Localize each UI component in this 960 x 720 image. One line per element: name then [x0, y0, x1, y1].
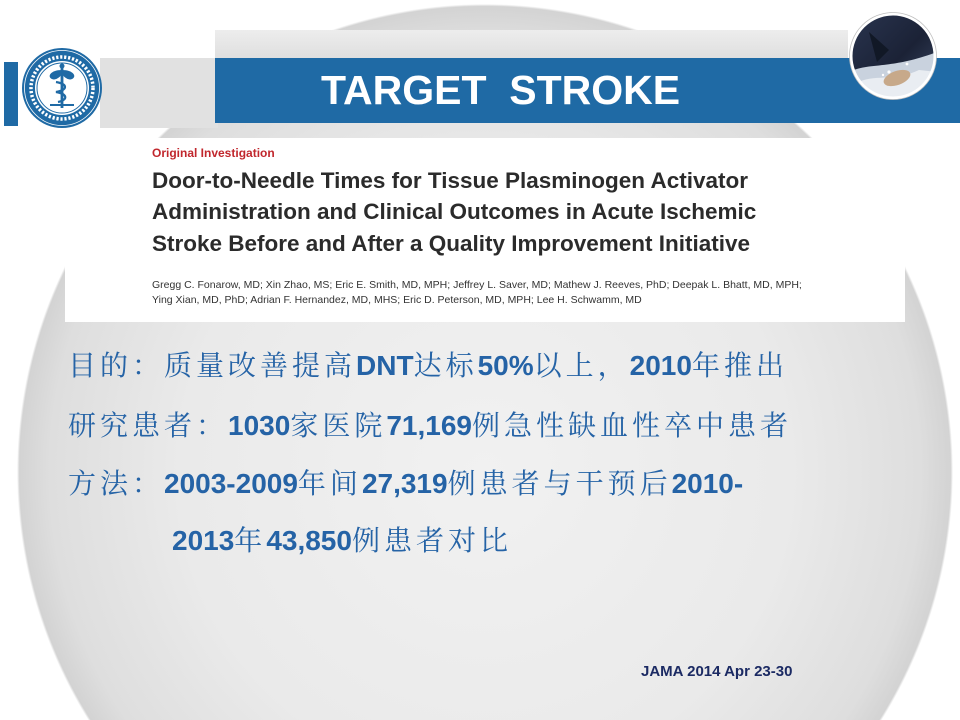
text-run-cjk: 年间 — [297, 467, 362, 500]
text-run-latin: 2010- — [671, 468, 744, 499]
text-run-latin: 50% — [477, 350, 534, 381]
text-run-latin: 43,850 — [266, 525, 352, 556]
text-run-cjk: 研究患者： — [68, 409, 229, 442]
body-line-objective — [68, 348, 788, 384]
article-authors-line: Gregg C. Fonarow, MD; Xin Zhao, MS; Eric E. Smith, MD, MPH; Jeffrey L. Saver, MD; Mathew J. Reeves, PhD; Deepak L. Bhatt, MD, MPH; — [152, 279, 802, 291]
text-run-latin: 2013 — [172, 525, 235, 556]
header-gray-block — [100, 58, 218, 128]
article-title-line: Door-to-Needle Times for Tissue Plasminogen Activator — [152, 168, 748, 193]
article-kicker: Original Investigation — [152, 146, 275, 160]
article-authors-line: Ying Xian, MD, PhD; Adrian F. Hernandez, MD, MHS; Eric D. Peterson, MD, MPH; Lee H. Schwamm, MD — [152, 294, 642, 306]
left-accent-bar — [4, 62, 18, 126]
article-header — [65, 138, 905, 322]
text-run-cjk: 年推出 — [691, 349, 788, 382]
text-run-latin: 2003-2009 — [164, 468, 298, 499]
text-run-latin: 71,169 — [386, 410, 472, 441]
text-run-latin: 2010 — [629, 350, 692, 381]
body-line-method-continued — [172, 523, 512, 559]
text-run-cjk: 方法： — [68, 467, 165, 500]
body-line-subjects — [68, 408, 792, 444]
hospital-logo-icon — [20, 46, 104, 130]
text-run-latin: 27,319 — [361, 468, 448, 499]
citation: JAMA 2014 Apr 23-30 — [641, 663, 793, 680]
text-run-cjk: 例急性缺血性卒中患者 — [471, 409, 792, 442]
speaker-photo — [849, 12, 937, 100]
text-run-cjk: 达标 — [413, 349, 478, 382]
text-run-cjk: 例患者对比 — [351, 524, 512, 557]
text-run-cjk: 年 — [234, 524, 267, 557]
article-title-line: Administration and Clinical Outcomes in Acute Ischemic — [152, 199, 757, 224]
slide-title: TARGET STROKE — [321, 67, 681, 113]
text-run-latin: DNT — [356, 350, 414, 381]
text-run-latin: 1030 — [228, 410, 291, 441]
text-run-cjk: 目的：质量改善提高 — [68, 349, 357, 382]
text-run-cjk: 以上， — [533, 349, 630, 382]
top-gray-band — [215, 30, 848, 58]
text-run-cjk: 例患者与干预后 — [447, 467, 672, 500]
body-line-method — [68, 466, 743, 502]
text-run-cjk: 家医院 — [290, 409, 387, 442]
article-title-line: Stroke Before and After a Quality Improvement Initiative — [152, 231, 751, 256]
